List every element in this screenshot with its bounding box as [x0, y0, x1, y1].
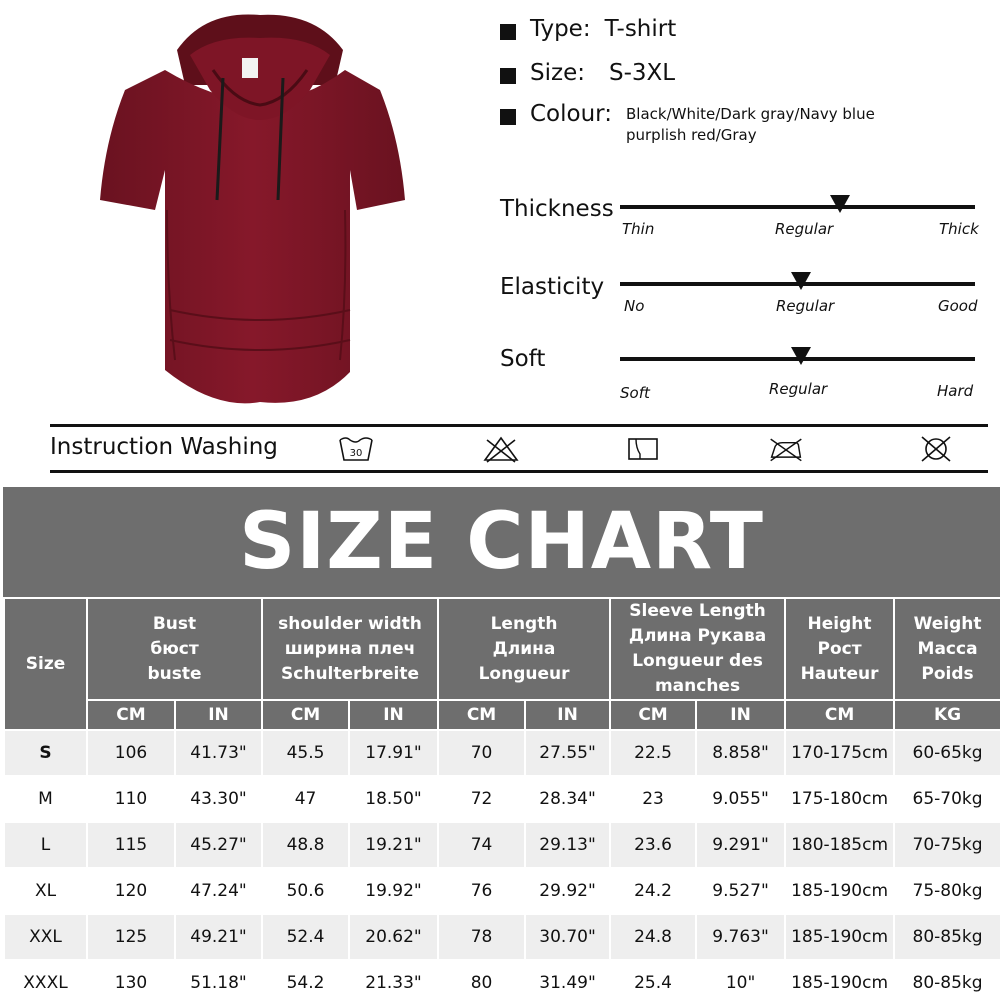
header-line: Длина — [492, 638, 556, 659]
spec-size — [500, 60, 675, 94]
spec-size-label: Size: — [530, 60, 585, 86]
scale-marker-icon — [830, 195, 850, 213]
size-header: Size — [4, 598, 87, 730]
table-row — [4, 822, 1000, 868]
do-not-iron-icon — [768, 434, 804, 464]
table-cell: 110 — [87, 776, 175, 822]
divider — [50, 470, 988, 473]
table-cell: 130 — [87, 960, 175, 1006]
size-cell: XL — [4, 868, 87, 914]
header-line: Hauteur — [800, 663, 879, 684]
table-cell: 28.34" — [525, 776, 610, 822]
table-cell: 43.30" — [175, 776, 262, 822]
product-image — [95, 10, 415, 410]
column-group-header — [438, 598, 610, 700]
table-cell: 80 — [438, 960, 525, 1006]
scale-label-right: Hard — [937, 382, 974, 400]
table-cell: 48.8 — [262, 822, 349, 868]
table-cell: 45.5 — [262, 730, 349, 776]
size-chart-title: SIZE CHART — [239, 497, 764, 587]
spec-type-label: Type: — [530, 16, 591, 42]
scale-label-left: No — [624, 297, 645, 315]
unit-header: CM — [610, 700, 696, 730]
column-group-header — [610, 598, 785, 700]
spec-type-value: T-shirt — [604, 16, 677, 42]
table-cell: 25.4 — [610, 960, 696, 1006]
spec-type — [500, 16, 676, 50]
header-line: Weight — [913, 613, 982, 634]
table-cell: 106 — [87, 730, 175, 776]
header-line: Schulterbreite — [281, 663, 419, 684]
do-not-dry-clean-icon — [918, 434, 954, 464]
unit-header: CM — [438, 700, 525, 730]
column-group-header — [262, 598, 438, 700]
table-cell: 24.8 — [610, 914, 696, 960]
unit-header: CM — [87, 700, 175, 730]
header-line: ширина плеч — [284, 638, 416, 659]
table-cell: 76 — [438, 868, 525, 914]
scale-label-middle: Regular — [776, 297, 835, 315]
size-cell: M — [4, 776, 87, 822]
table-row — [4, 776, 1000, 822]
header-line: manches — [654, 676, 741, 696]
scale-label-middle: Regular — [769, 380, 828, 398]
bullet-icon — [500, 109, 516, 125]
table-cell: 125 — [87, 914, 175, 960]
washing-title: Instruction Washing — [50, 434, 278, 460]
header-line: buste — [147, 663, 202, 684]
table-cell: 9.291" — [696, 822, 785, 868]
table-cell: 80-85kg — [894, 914, 1000, 960]
table-cell: 47 — [262, 776, 349, 822]
header-line: бюст — [150, 638, 199, 659]
table-cell: 49.21" — [175, 914, 262, 960]
spec-colour — [500, 101, 886, 144]
table-cell: 27.55" — [525, 730, 610, 776]
table-cell: 78 — [438, 914, 525, 960]
table-cell: 17.91" — [349, 730, 438, 776]
unit-header: CM — [785, 700, 894, 730]
unit-header: CM — [262, 700, 349, 730]
column-group-header — [894, 598, 1000, 700]
table-cell: 74 — [438, 822, 525, 868]
table-cell: 180-185cm — [785, 822, 894, 868]
size-cell: XXL — [4, 914, 87, 960]
scale-label-left: Soft — [620, 384, 650, 402]
spec-colour-label: Colour: — [530, 101, 612, 127]
table-cell: 29.92" — [525, 868, 610, 914]
shirt-body — [100, 70, 405, 403]
bullet-icon — [500, 24, 516, 40]
spec-size-value: S-3XL — [608, 60, 676, 86]
table-cell: 19.92" — [349, 868, 438, 914]
unit-row — [4, 700, 1000, 730]
header-line: Poids — [921, 663, 974, 684]
wash-30-icon — [338, 434, 374, 464]
scale-label-right: Thick — [939, 220, 979, 238]
scale-marker-icon — [791, 272, 811, 290]
wash-temp: 30 — [349, 448, 363, 459]
table-cell: 175-180cm — [785, 776, 894, 822]
header-line: Sleeve Length — [629, 601, 766, 621]
table-cell: 185-190cm — [785, 868, 894, 914]
size-chart — [3, 487, 1000, 1000]
table-cell: 65-70kg — [894, 776, 1000, 822]
header-line: Longueur des — [632, 651, 763, 671]
spec-colour-value: Black/White/Dark gray/Navy blue purplish red/Gray — [625, 105, 875, 144]
size-cell: L — [4, 822, 87, 868]
table-cell: 47.24" — [175, 868, 262, 914]
table-cell: 9.055" — [696, 776, 785, 822]
scale-title: Thickness — [500, 196, 614, 222]
scale-label-middle: Regular — [775, 220, 834, 238]
table-cell: 24.2 — [610, 868, 696, 914]
table-cell: 54.2 — [262, 960, 349, 1006]
table-header-row — [4, 598, 1000, 700]
table-cell: 50.6 — [262, 868, 349, 914]
size-cell: XXXL — [4, 960, 87, 1006]
table-cell: 120 — [87, 868, 175, 914]
column-group-header — [785, 598, 894, 700]
table-cell: 9.527" — [696, 868, 785, 914]
table-cell: 23 — [610, 776, 696, 822]
table-cell: 170-175cm — [785, 730, 894, 776]
header-line: Рост — [817, 638, 862, 659]
table-cell: 21.33" — [349, 960, 438, 1006]
table-cell: 185-190cm — [785, 960, 894, 1006]
header-line: Longueur — [478, 663, 570, 684]
unit-header: IN — [349, 700, 438, 730]
table-cell: 52.4 — [262, 914, 349, 960]
table-row — [4, 730, 1000, 776]
table-cell: 23.6 — [610, 822, 696, 868]
table-cell: 51.18" — [175, 960, 262, 1006]
scale-title: Soft — [500, 346, 546, 372]
scale-label-left: Thin — [622, 220, 655, 238]
unit-header: KG — [894, 700, 1000, 730]
header-line: shoulder width — [278, 613, 422, 634]
table-cell: 115 — [87, 822, 175, 868]
unit-header: IN — [696, 700, 785, 730]
header-line: Height — [807, 613, 872, 634]
header-line: Масса — [917, 638, 978, 659]
size-table — [3, 597, 1000, 1007]
table-cell: 30.70" — [525, 914, 610, 960]
bullet-icon — [500, 68, 516, 84]
do-not-bleach-icon — [483, 434, 519, 464]
size-cell: S — [4, 730, 87, 776]
table-cell: 29.13" — [525, 822, 610, 868]
column-group-header — [87, 598, 262, 700]
header-line: Длина Рукава — [628, 626, 767, 646]
table-cell: 72 — [438, 776, 525, 822]
table-cell: 19.21" — [349, 822, 438, 868]
table-cell: 41.73" — [175, 730, 262, 776]
header-line: Length — [490, 613, 558, 634]
table-cell: 20.62" — [349, 914, 438, 960]
scale-label-right: Good — [938, 297, 978, 315]
table-cell: 22.5 — [610, 730, 696, 776]
table-cell: 10" — [696, 960, 785, 1006]
table-cell: 9.763" — [696, 914, 785, 960]
table-cell: 8.858" — [696, 730, 785, 776]
scale-bar — [620, 205, 975, 209]
dry-flat-icon — [626, 434, 662, 464]
table-cell: 60-65kg — [894, 730, 1000, 776]
table-cell: 18.50" — [349, 776, 438, 822]
neck-tag — [242, 58, 258, 78]
table-cell: 31.49" — [525, 960, 610, 1006]
table-cell: 75-80kg — [894, 868, 1000, 914]
header-line: Bust — [152, 613, 197, 634]
table-cell: 70 — [438, 730, 525, 776]
table-cell: 80-85kg — [894, 960, 1000, 1006]
table-row — [4, 868, 1000, 914]
table-cell: 45.27" — [175, 822, 262, 868]
scale-marker-icon — [791, 347, 811, 365]
table-cell: 70-75kg — [894, 822, 1000, 868]
unit-header: IN — [175, 700, 262, 730]
scale-title: Elasticity — [500, 274, 605, 300]
divider — [50, 424, 988, 427]
unit-header: IN — [525, 700, 610, 730]
table-cell: 185-190cm — [785, 914, 894, 960]
table-row — [4, 914, 1000, 960]
table-row — [4, 960, 1000, 1006]
